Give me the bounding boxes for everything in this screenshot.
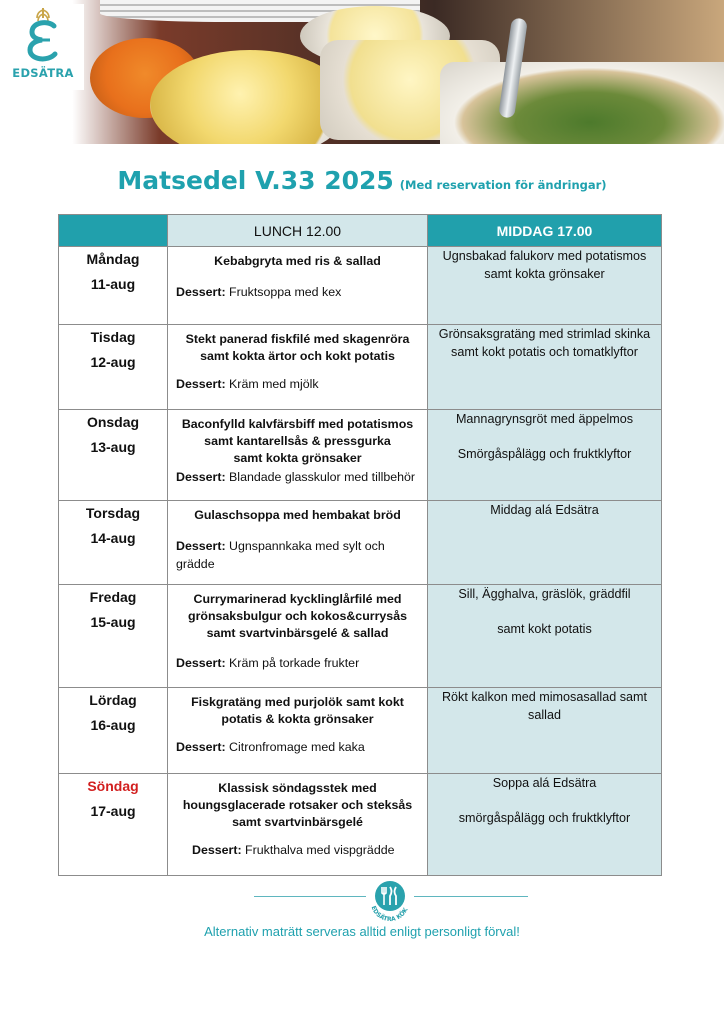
day-cell bbox=[59, 325, 168, 410]
page-title bbox=[0, 166, 724, 195]
footer-line-right bbox=[414, 896, 528, 897]
dessert-text: Kräm på torkade frukter bbox=[229, 656, 360, 670]
day-date: 13-aug bbox=[90, 439, 136, 455]
dessert-text: Kräm med mjölk bbox=[229, 377, 319, 391]
lunch-dish-line: samt kokta ärtor och kokt potatis bbox=[200, 349, 395, 363]
middag-dish-line: Sill, Ägghalva, gräslök, gräddfil bbox=[458, 587, 631, 601]
middag-cell bbox=[428, 688, 662, 774]
header-corner bbox=[59, 215, 168, 247]
day-name: Lördag bbox=[89, 692, 137, 708]
footer-logo-text: EDSÄTRA KÖK bbox=[369, 904, 410, 924]
middag-dish-line: Rökt kalkon med mimosasallad samt sallad bbox=[441, 690, 648, 722]
title-main: Matsedel V.33 2025 bbox=[117, 166, 394, 195]
lunch-dish-line: grönsaksbulgur och kokos&currysås bbox=[188, 609, 407, 623]
day-cell bbox=[59, 410, 168, 501]
middag-cell bbox=[428, 247, 662, 325]
lunch-cell bbox=[168, 325, 428, 410]
day-name: Söndag bbox=[87, 778, 139, 794]
day-cell bbox=[59, 247, 168, 325]
day-date: 14-aug bbox=[90, 530, 136, 546]
lunch-dish-line: Fiskgratäng med purjolök samt kokt bbox=[191, 695, 404, 709]
menu-row bbox=[59, 688, 662, 774]
lunch-cell bbox=[168, 688, 428, 774]
menu-table bbox=[58, 214, 662, 876]
menu-row bbox=[59, 585, 662, 688]
day-cell bbox=[59, 501, 168, 585]
lunch-cell bbox=[168, 247, 428, 325]
dessert-text: Citronfromage med kaka bbox=[229, 740, 365, 754]
lunch-dish-line: Stekt panerad fiskfilé med skagenröra bbox=[185, 332, 410, 346]
lunch-dish-line: Kebabgryta med ris & sallad bbox=[214, 254, 381, 268]
lunch-dish bbox=[168, 410, 427, 467]
lunch-dish bbox=[168, 325, 427, 365]
footer-note: Alternativ maträtt serveras alltid enligt personligt förval! bbox=[204, 924, 520, 939]
lunch-dish-line: samt kokta grönsaker bbox=[233, 451, 362, 465]
menu-row bbox=[59, 247, 662, 325]
lunch-dish-line: Currymarinerad kycklinglårfilé med bbox=[193, 592, 402, 606]
dessert-label: Dessert: bbox=[192, 843, 242, 857]
dessert bbox=[168, 654, 427, 672]
middag-dish-line: smörgåspålägg och fruktklyftor bbox=[458, 811, 631, 825]
dessert bbox=[168, 375, 427, 393]
day-name: Onsdag bbox=[86, 414, 140, 430]
dessert-text: Ugnspannkaka med sylt och grädde bbox=[176, 539, 385, 571]
lunch-dish bbox=[168, 688, 427, 728]
day-cell bbox=[59, 585, 168, 688]
lunch-dish-line: Klassisk söndagsstek med bbox=[218, 781, 377, 795]
menu-row bbox=[59, 774, 662, 876]
lunch-dish bbox=[168, 774, 427, 831]
dessert-text: Blandade glasskulor med tillbehör bbox=[229, 470, 416, 484]
lunch-dish bbox=[168, 247, 427, 270]
dessert-label: Dessert: bbox=[176, 740, 226, 754]
lunch-cell bbox=[168, 501, 428, 585]
middag-dish-line: Middag alá Edsätra bbox=[490, 503, 599, 517]
middag-cell bbox=[428, 774, 662, 876]
dessert-label: Dessert: bbox=[176, 539, 226, 553]
edsatra-logo bbox=[2, 4, 84, 90]
lunch-dish-line: potatis & kokta grönsaker bbox=[221, 712, 374, 726]
middag-cell bbox=[428, 585, 662, 688]
header-row bbox=[59, 215, 662, 247]
lunch-cell bbox=[168, 585, 428, 688]
dessert-label: Dessert: bbox=[176, 470, 226, 484]
middag-dish-line: Grönsaksgratäng med strimlad skinka samt kokt potatis och tomatklyftor bbox=[438, 327, 651, 359]
header-food-photo bbox=[0, 0, 724, 144]
lunch-dish-line: houngsglacerade rotsaker och steksås bbox=[182, 798, 413, 812]
title-note: (Med reservation för ändringar) bbox=[399, 178, 607, 192]
dessert bbox=[168, 537, 427, 573]
day-date: 12-aug bbox=[90, 354, 136, 370]
header-middag: MIDDAG 17.00 bbox=[428, 215, 662, 247]
lunch-cell bbox=[168, 410, 428, 501]
middag-dish-line: Mannagrynsgröt med äppelmos bbox=[455, 412, 634, 426]
edsatra-kok-logo-icon bbox=[362, 872, 418, 928]
middag-cell bbox=[428, 325, 662, 410]
lunch-dish-line: Baconfylld kalvfärsbiff med potatismos bbox=[181, 417, 414, 431]
lunch-dish-line: samt svartvinbärsgelé & sallad bbox=[206, 626, 389, 640]
lunch-dish-line: Gulaschsoppa med hembakat bröd bbox=[194, 508, 401, 522]
day-date: 17-aug bbox=[90, 803, 136, 819]
dessert-label: Dessert: bbox=[176, 285, 226, 299]
middag-dish-line: Smörgåspålägg och fruktklyftor bbox=[457, 447, 632, 461]
middag-dish-line: Ugnsbakad falukorv med potatismos samt kokta grönsaker bbox=[442, 249, 647, 281]
day-date: 11-aug bbox=[90, 276, 136, 292]
logo-text: EDSÄTRA bbox=[12, 66, 74, 80]
lunch-cell bbox=[168, 774, 428, 876]
dessert-text: Fruktsoppa med kex bbox=[229, 285, 342, 299]
day-date: 15-aug bbox=[90, 614, 136, 630]
day-date: 16-aug bbox=[90, 717, 136, 733]
middag-cell bbox=[428, 410, 662, 501]
menu-row bbox=[59, 325, 662, 410]
dessert bbox=[168, 841, 427, 859]
middag-dish-line: samt kokt potatis bbox=[497, 622, 592, 636]
footer-line-left bbox=[254, 896, 366, 897]
edsatra-logo-icon bbox=[2, 4, 84, 66]
middag-dish-line: Soppa alá Edsätra bbox=[492, 776, 597, 790]
dessert-label: Dessert: bbox=[176, 656, 226, 670]
dessert-text: Frukthalva med vispgrädde bbox=[245, 843, 395, 857]
dessert bbox=[168, 283, 427, 301]
lunch-dish bbox=[168, 501, 427, 524]
menu-row bbox=[59, 410, 662, 501]
day-name: Torsdag bbox=[85, 505, 141, 521]
lunch-dish bbox=[168, 585, 427, 642]
middag-cell bbox=[428, 501, 662, 585]
lunch-dish-line: samt kantarellsås & pressgurka bbox=[204, 434, 391, 448]
day-name: Fredag bbox=[89, 589, 137, 605]
lunch-dish-line: samt svartvinbärsgelé bbox=[232, 815, 363, 829]
day-cell bbox=[59, 688, 168, 774]
dessert bbox=[168, 468, 427, 486]
header-lunch: LUNCH 12.00 bbox=[168, 215, 428, 247]
dessert bbox=[168, 738, 427, 756]
menu-row bbox=[59, 501, 662, 585]
day-name: Måndag bbox=[86, 251, 140, 267]
day-cell bbox=[59, 774, 168, 876]
day-name: Tisdag bbox=[90, 329, 136, 345]
dessert-label: Dessert: bbox=[176, 377, 226, 391]
